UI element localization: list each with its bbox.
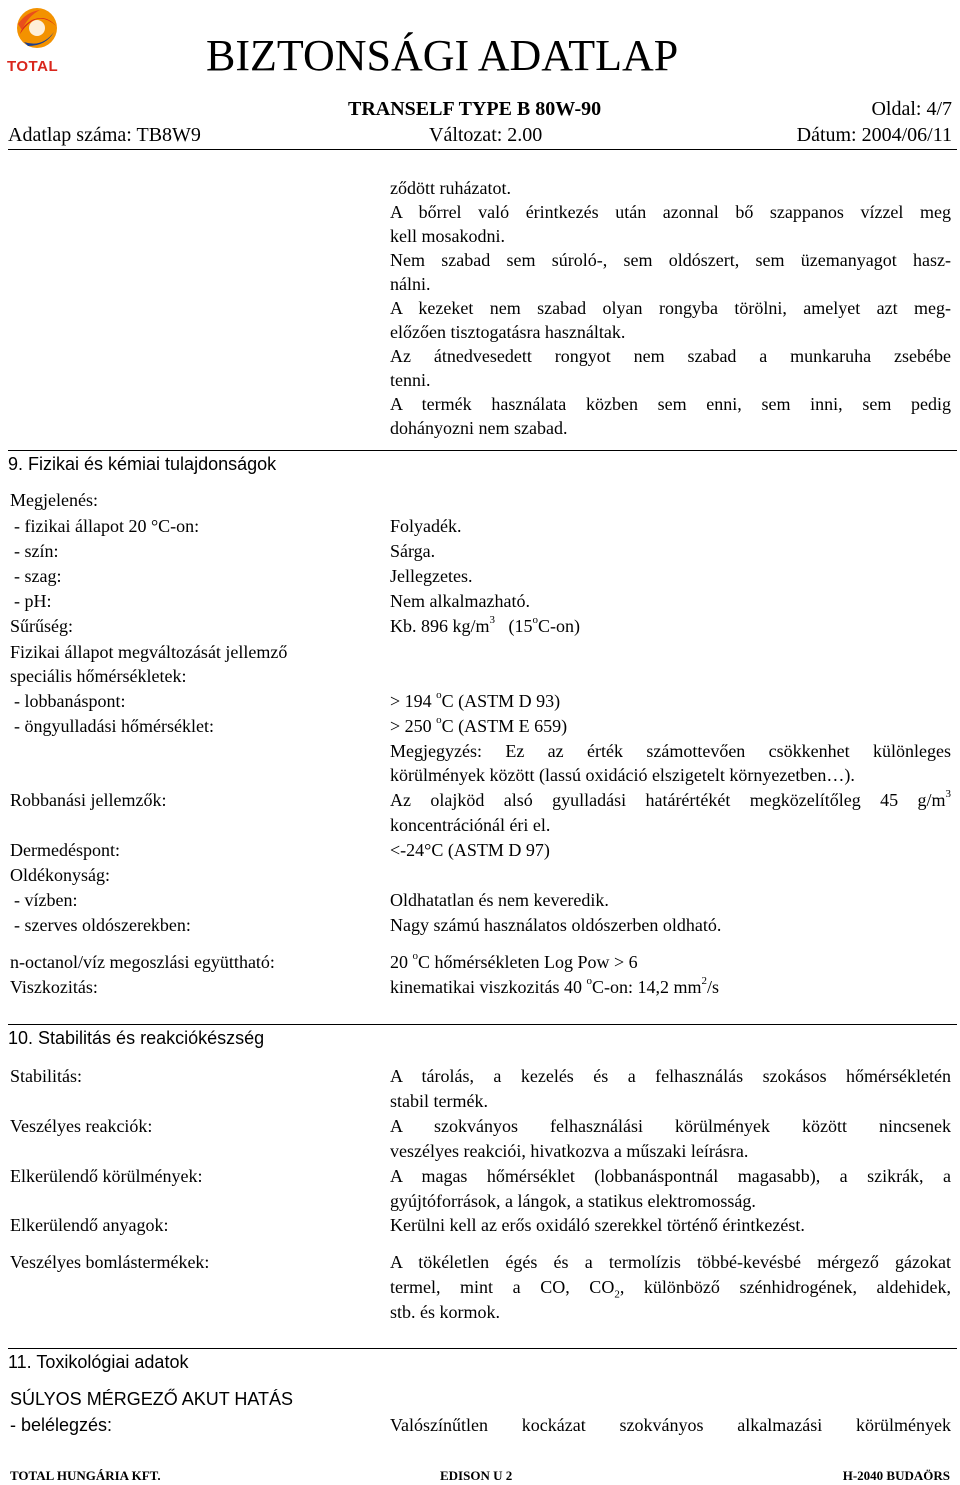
label-megjelenes: Megjelenés: <box>10 490 98 510</box>
value-szin: Sárga. <box>390 541 436 561</box>
intro-text <box>390 176 951 440</box>
label-lobbanaspont: - lobbanáspont: <box>14 691 126 711</box>
noct-text: 20 <box>390 952 413 972</box>
label-ongyulladas: - öngyulladási hőmérséklet: <box>14 716 214 736</box>
intro-line: tenni. <box>390 370 431 390</box>
lobb-text: > 194 <box>390 691 437 711</box>
value-lobbanaspont <box>390 689 560 713</box>
value-bomlas-3: stb. és kormok. <box>390 1302 500 1322</box>
note-line-1: Megjegyzés: Ez az érték számottevően csökkenhet különleges <box>390 741 951 761</box>
label-vizben: - vízben: <box>14 890 78 910</box>
section-10-title: 10. Stabilitás és reakciókészség <box>8 1028 265 1048</box>
note-line-2: körülmények között (lassú oxidáció elszigetelt környezetben…). <box>390 765 855 785</box>
label-stabilitas: Stabilitás: <box>10 1066 82 1086</box>
label-ph: - pH: <box>14 591 52 611</box>
suruseg-degree: o <box>532 614 539 626</box>
intro-line: kell mosakodni. <box>390 226 505 246</box>
visz-degree: o <box>586 975 592 987</box>
bomlas-tail: , különböző szénhidrogének, aldehidek, <box>619 1277 951 1297</box>
sheet-number: Adatlap száma: TB8W9 <box>8 124 201 146</box>
value-szag: Jellegzetes. <box>390 566 473 586</box>
page-title: BIZTONSÁGI ADATLAP <box>206 31 679 80</box>
label-bomlastermekek: Veszélyes bomlástermékek: <box>10 1252 210 1272</box>
suruseg-tail: C-on) <box>538 616 581 636</box>
intro-line: nálni. <box>390 274 431 294</box>
value-elkerulendo-1: A magas hőmérséklet (lobbanáspontnál magasabb), a szikrák, a <box>390 1166 951 1186</box>
value-stabilitas-1: A tárolás, a kezelés és a felhasználás szokásos hőmérsékletén <box>390 1066 951 1086</box>
visz-tail: /s <box>706 977 719 997</box>
date: Dátum: 2004/06/11 <box>796 124 952 146</box>
footer-city: H-2040 BUDAÖRS <box>842 1468 950 1483</box>
label-elkerulendo-korulmenyek: Elkerülendő körülmények: <box>10 1166 203 1186</box>
suruseg-text: Kb. 896 kg/m <box>390 616 490 636</box>
lobb-degree: o <box>436 689 442 701</box>
intro-line: ződött ruházatot. <box>390 178 511 198</box>
label-oldekonysag: Oldékonyság: <box>10 865 110 885</box>
noct-degree: o <box>412 950 418 962</box>
version: Változat: 2.00 <box>429 124 543 146</box>
intro-line: A bőrrel való érintkezés után azonnal bő szappanos vízzel meg <box>390 202 951 222</box>
suruseg-temp: (15 <box>508 616 533 636</box>
footer-address: EDISON U 2 <box>440 1468 513 1483</box>
robb-text: Az olajköd alsó gyulladási határértékét megközelítőleg 45 g/m <box>390 790 946 810</box>
label-belelegzes: - belélegzés: <box>10 1415 113 1435</box>
value-dermedespont: <-24°C (ASTM D 97) <box>390 840 550 860</box>
intro-line: Az átnedvesedett rongyot nem szabad a munkaruha zsebébe <box>390 346 951 366</box>
ongy-degree: o <box>436 714 442 726</box>
label-szerves: - szerves oldószerekben: <box>14 915 191 935</box>
value-elkerulendo-anyagok: Kerülni kell az erős oxidáló szerekkel történő érintkezést. <box>390 1215 805 1235</box>
label-sulyos: SÚLYOS MÉRGEZŐ AKUT HATÁS <box>10 1389 294 1409</box>
page-number: Oldal: 4/7 <box>871 98 952 120</box>
intro-line: előzően tisztogatásra használtak. <box>390 322 626 342</box>
lobb-tail: C (ASTM D 93) <box>441 691 561 711</box>
intro-line: Nem szabad sem súroló-, sem oldószert, sem üzemanyagot hasz- <box>390 250 951 270</box>
label-noctanol: n-octanol/víz megoszlási együttható: <box>10 952 275 972</box>
value-bomlas-1: A tökéletlen égés és a termolízis többé-kevésbé mérgező gázokat <box>390 1252 951 1272</box>
value-vizben: Oldhatatlan és nem keveredik. <box>390 890 609 910</box>
label-elkerulendo-anyagok: Elkerülendő anyagok: <box>10 1215 169 1235</box>
label-fizikai-valtozas: Fizikai állapot megváltozását jellemző <box>10 642 288 662</box>
value-ongyulladas <box>390 714 567 738</box>
section-9-title: 9. Fizikai és kémiai tulajdonságok <box>8 454 277 474</box>
label-specialis-homersekletek: speciális hőmérsékletek: <box>10 666 187 686</box>
visz-mid: C-on: 14,2 mm <box>591 977 702 997</box>
value-veszelyes-1: A szokványos felhasználási körülmények között nincsenek <box>390 1116 951 1136</box>
logo-text: TOTAL <box>7 58 59 75</box>
value-belelegzes: Valószínűtlen kockázat szokványos alkalmazási körülmények <box>390 1415 951 1435</box>
visz-text: kinematikai viszkozitás 40 <box>390 977 587 997</box>
section-9-divider <box>8 450 957 451</box>
value-fizikai-allapot: Folyadék. <box>390 516 462 536</box>
label-viszkozitas: Viszkozitás: <box>10 977 98 997</box>
intro-line: A termék használata közben sem enni, sem inni, sem pedig <box>390 394 951 414</box>
intro-line: A kezeket nem szabad olyan rongyba törölni, amelyet azt meg- <box>390 298 951 318</box>
value-viszkozitas <box>390 975 719 999</box>
footer-company: TOTAL HUNGÁRIA KFT. <box>10 1468 161 1483</box>
value-stabilitas-2: stabil termék. <box>390 1091 488 1111</box>
suruseg-sup: 3 <box>489 614 496 626</box>
section-10-divider <box>8 1024 957 1025</box>
header-divider <box>8 149 957 150</box>
value-bomlas-2 <box>390 1275 951 1299</box>
ongy-tail: C (ASTM E 659) <box>441 716 568 736</box>
section-11-divider <box>8 1348 957 1349</box>
label-robbanasi: Robbanási jellemzők: <box>10 790 167 810</box>
label-szin: - szín: <box>14 541 59 561</box>
label-fizikai-allapot: - fizikai állapot 20 °C-on: <box>14 516 200 536</box>
bomlas-sub: 2 <box>614 1288 620 1301</box>
value-szerves: Nagy számú használatos oldószerben oldható. <box>390 915 722 935</box>
product-name: TRANSELF TYPE B 80W-90 <box>348 98 602 120</box>
value-suruseg <box>390 614 580 638</box>
section-11-title: 11. Toxikológiai adatok <box>8 1352 189 1372</box>
value-robbanasi <box>390 788 951 812</box>
robb-sup: 3 <box>945 788 951 800</box>
label-dermedespont: Dermedéspont: <box>10 840 120 860</box>
value-robbanasi-2: koncentrációnál éri el. <box>390 815 551 835</box>
label-szag: - szag: <box>14 566 62 586</box>
label-veszelyes-reakciok: Veszélyes reakciók: <box>10 1116 153 1136</box>
bomlas-text: termel, mint a CO, CO <box>390 1277 615 1297</box>
value-veszelyes-2: veszélyes reakciói, hivatkozva a műszaki leírásra. <box>390 1141 749 1161</box>
value-noctanol <box>390 950 638 974</box>
ongy-text: > 250 <box>390 716 437 736</box>
visz-sup: 2 <box>701 975 707 987</box>
intro-line: dohányozni nem szabad. <box>390 418 568 438</box>
value-elkerulendo-2: gyújtóforrások, a lángok, a statikus elektromosság. <box>390 1191 756 1211</box>
label-suruseg: Sűrűség: <box>10 616 73 636</box>
noct-tail: C hőmérsékleten Log Pow > 6 <box>418 952 638 972</box>
value-ph: Nem alkalmazható. <box>390 591 530 611</box>
